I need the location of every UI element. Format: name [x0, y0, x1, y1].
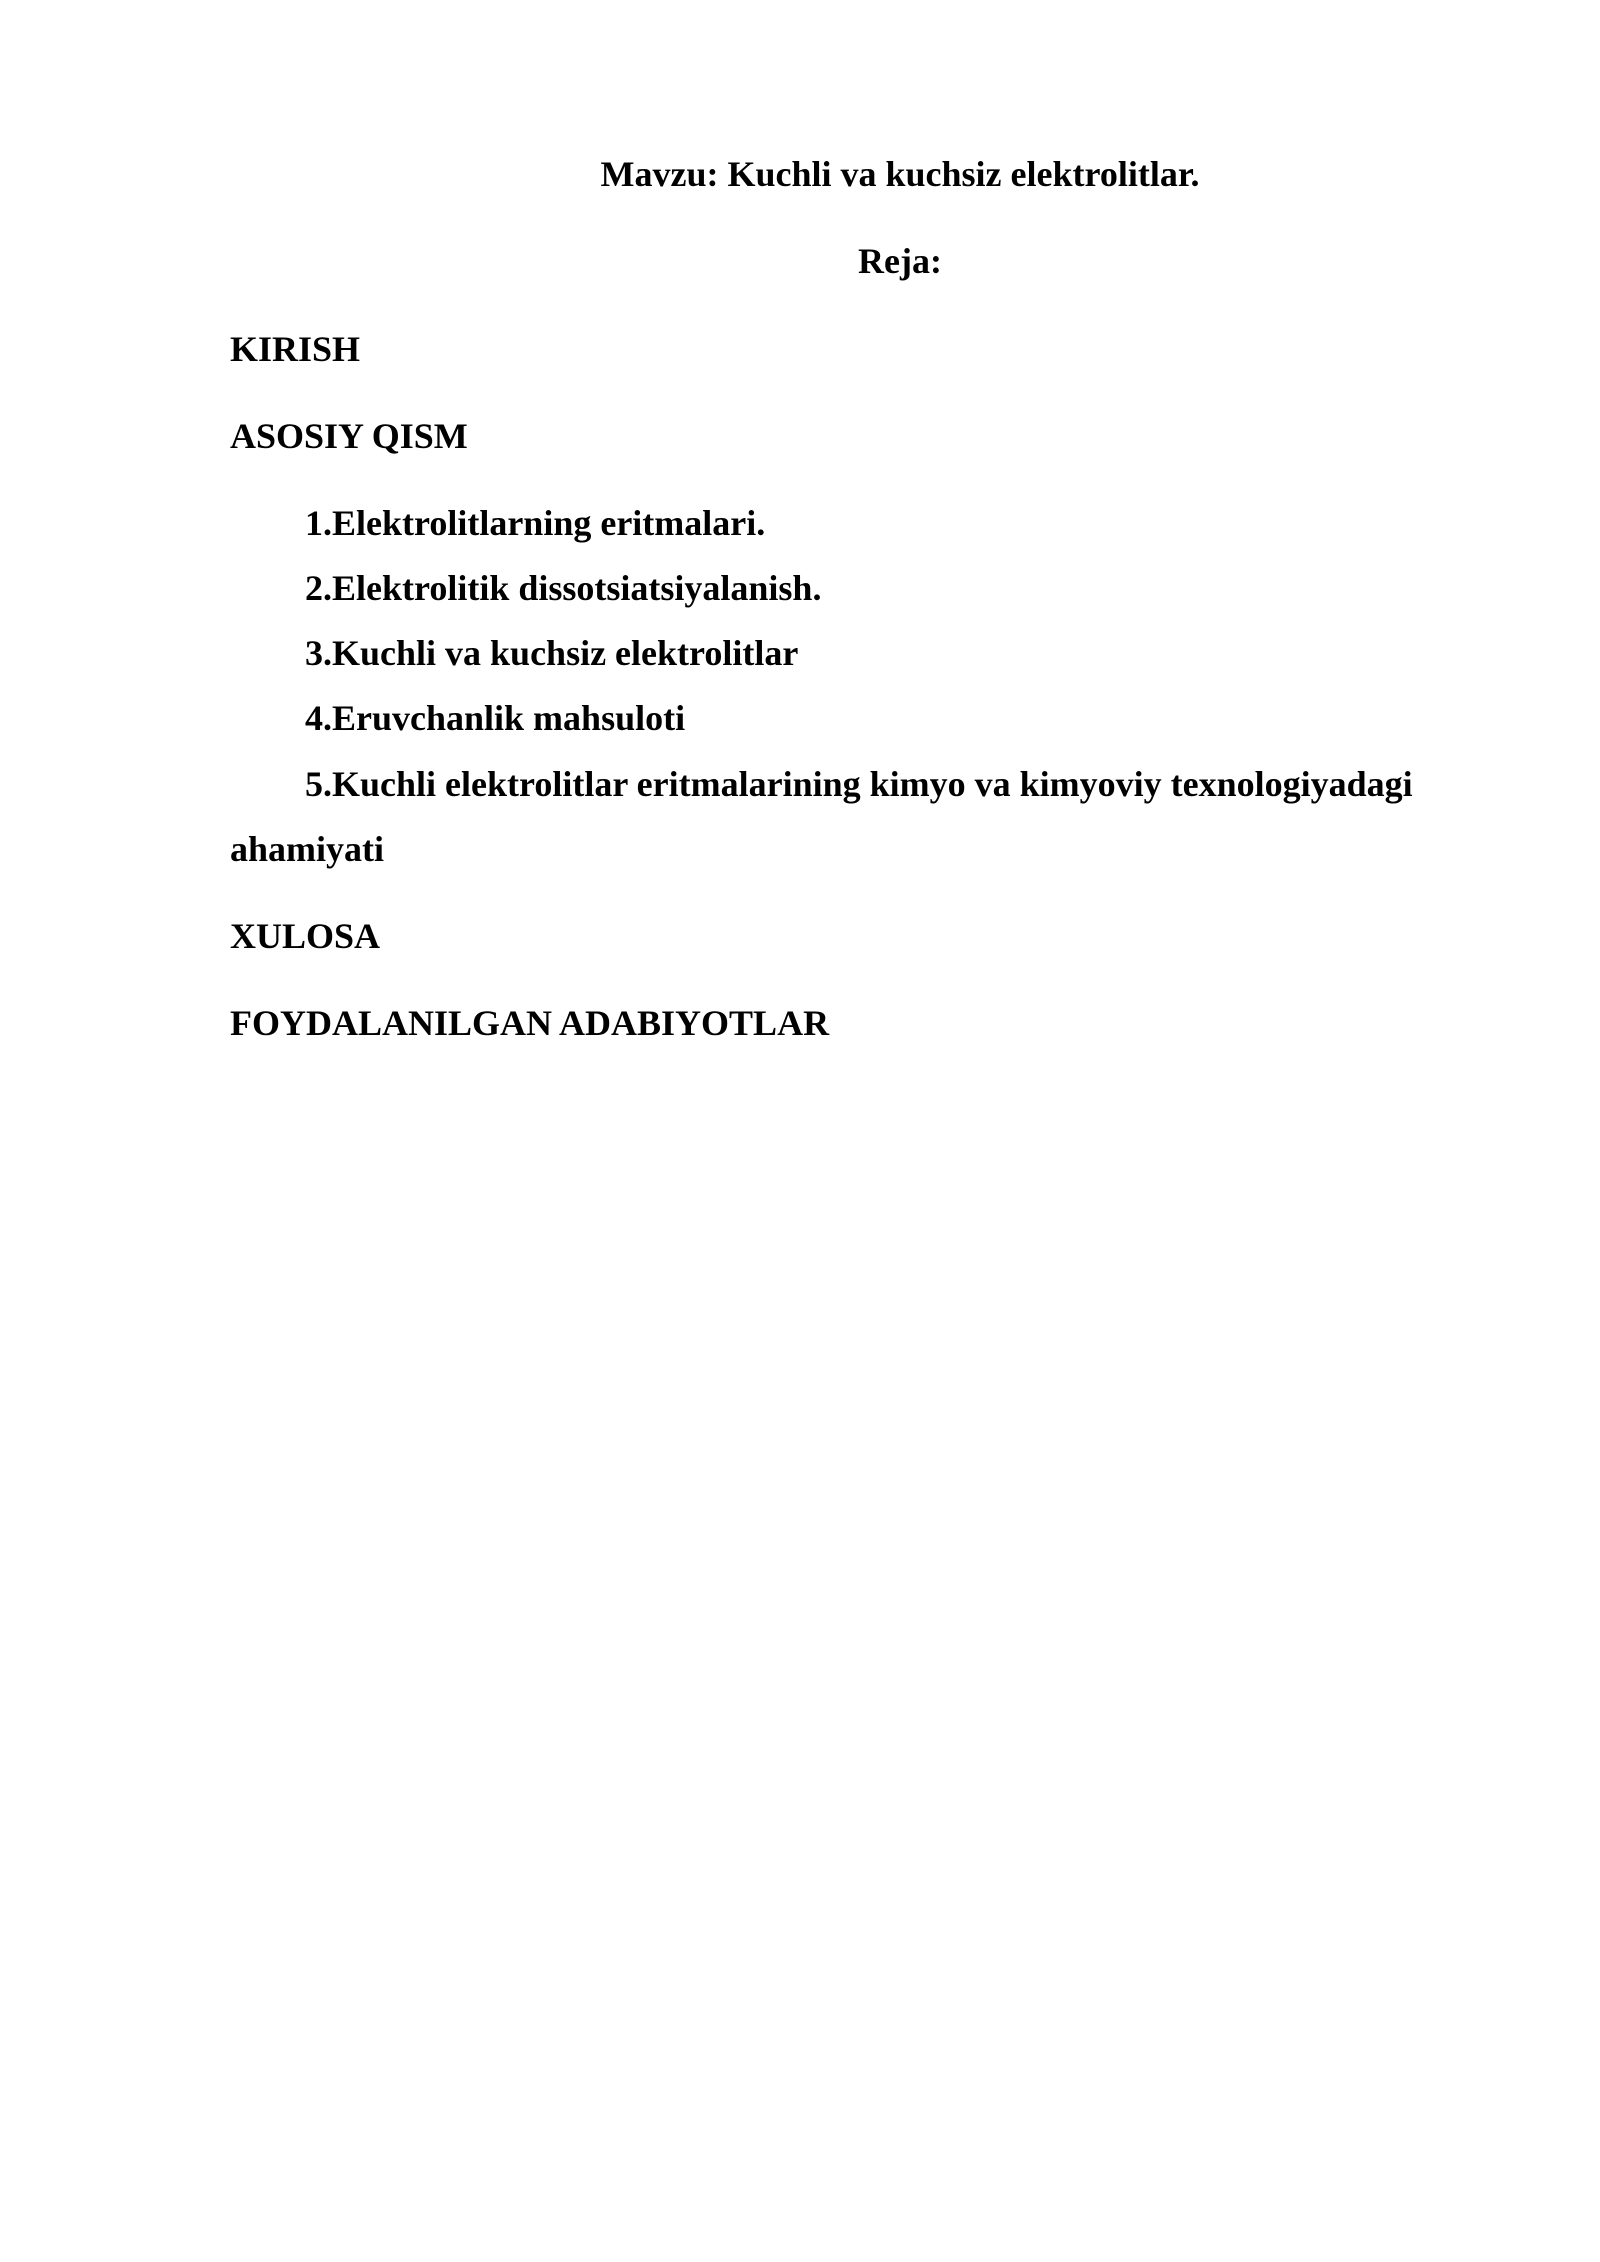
- plan-item-5: 5.Kuchli elektrolitlar eritmalarining kimyo va kimyoviy texnologiyadagi: [305, 764, 1413, 804]
- section-main-part: ASOSIY QISM: [230, 416, 468, 456]
- plan-item-4: 4.Eruvchanlik mahsuloti: [305, 698, 686, 738]
- plan-item-1: 1.Elektrolitlarning eritmalari.: [305, 503, 766, 543]
- plan-heading: Reja:: [858, 241, 942, 281]
- plan-item-5-continuation: ahamiyati: [230, 829, 385, 869]
- section-conclusion: XULOSA: [230, 916, 381, 956]
- plan-item-2: 2.Elektrolitik dissotsiatsiyalanish.: [305, 568, 822, 608]
- document-title: Mavzu: Kuchli va kuchsiz elektrolitlar.: [600, 154, 1200, 194]
- section-intro: KIRISH: [230, 329, 361, 369]
- plan-item-3: 3.Kuchli va kuchsiz elektrolitlar: [305, 633, 799, 673]
- section-references: FOYDALANILGAN ADABIYOTLAR: [230, 1003, 830, 1043]
